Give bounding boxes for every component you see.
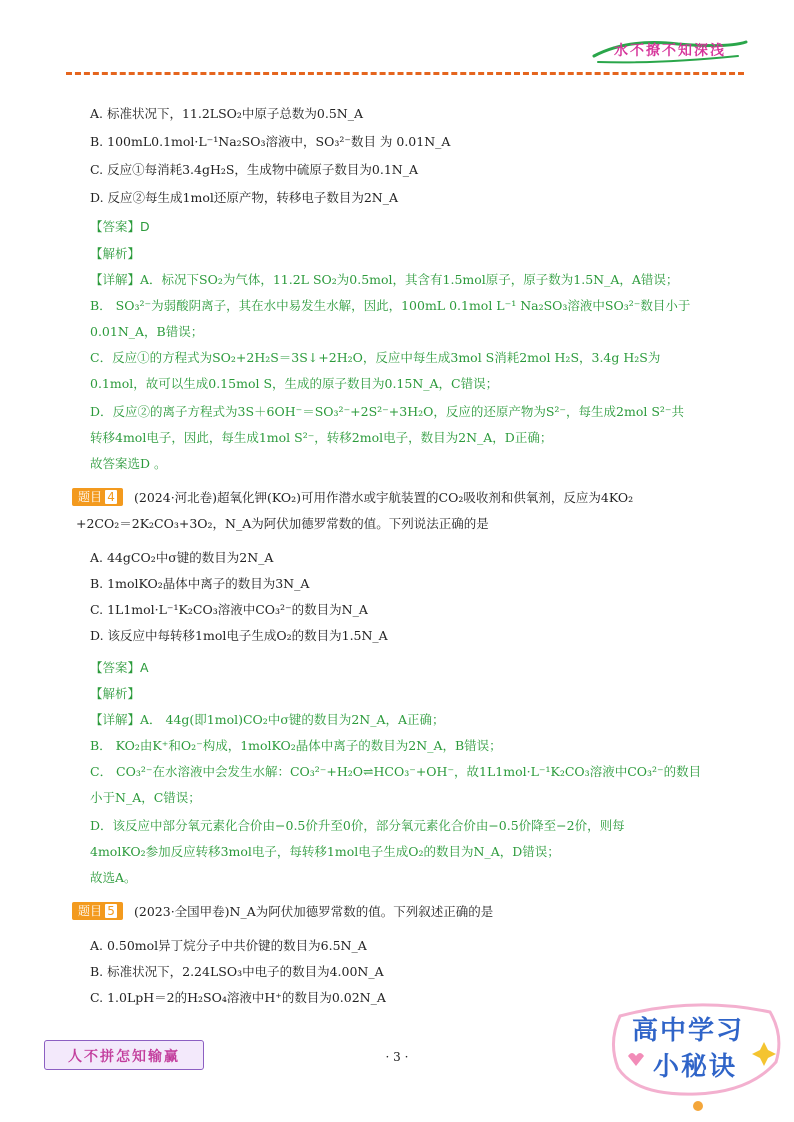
q4-answer: 【答案】A bbox=[90, 660, 149, 675]
footer-motto-box bbox=[44, 1040, 204, 1070]
question-tag bbox=[72, 488, 123, 506]
q3-answer: 【答案】D bbox=[90, 219, 150, 234]
q5-stem: (2023·全国甲卷)N_A为阿伏加德罗常数的值。下列叙述正确的是 bbox=[134, 904, 494, 919]
q4-detail-line: B． KO₂由K⁺和O₂⁻构成，1molKO₂晶体中离子的数目为2N_A，B错误； bbox=[90, 738, 502, 753]
q3-detail-line: D．反应②的离子方程式为3S＋6OH⁻＝SO₃²⁻+2S²⁻+3H₂O，反应的还原产物为S²⁻，每生成2mol S²⁻共 bbox=[90, 404, 685, 419]
q3-option-a: A. 标准状况下，11.2LSO₂中原子总数为0.5N_A bbox=[90, 106, 364, 121]
q3-detail-line: 【详解】A．标况下SO₂为气体，11.2L SO₂为0.5mol，其含有1.5mol原子，原子数为1.5N_A，A错误； bbox=[90, 272, 679, 287]
question-tag-label: 题目 bbox=[78, 490, 103, 504]
q3-option-d: D. 反应②每生成1mol还原产物，转移电子数目为2N_A bbox=[90, 190, 399, 205]
q3-detail-line: 0.1mol，故可以生成0.15mol S，生成的原子数目为0.15N_A，C错误； bbox=[90, 376, 499, 391]
question-tag-number: 5 bbox=[105, 904, 117, 918]
header-motto: 水不撩不知深浅 bbox=[614, 43, 726, 59]
q4-option-d: D. 该反应中每转移1mol电子生成O₂的数目为1.5N_A bbox=[90, 628, 388, 643]
page-number: · 3 · bbox=[385, 1050, 409, 1064]
footer-motto: 人不拼怎知输赢 bbox=[68, 1049, 180, 1065]
q4-option-c: C. 1L1mol·L⁻¹K₂CO₃溶液中CO₃²⁻的数目为N_A bbox=[90, 602, 368, 617]
q5-option-a: A. 0.50mol异丁烷分子中共价键的数目为6.5N_A bbox=[90, 938, 367, 953]
q4-detail-line: D．该反应中部分氧元素化合价由−0.5价升至0价，部分氧元素化合价由−0.5价降至−2价，则每 bbox=[90, 818, 625, 833]
q4-option-a: A. 44gCO₂中σ键的数目为2N_A bbox=[90, 550, 274, 565]
q3-detail-line: B． SO₃²⁻为弱酸阴离子，其在水中易发生水解，因此，100mL 0.1mol L⁻¹ Na₂SO₃溶液中SO₃²⁻数目小于 bbox=[90, 298, 691, 313]
question-tag bbox=[72, 902, 123, 920]
question-tag-number: 4 bbox=[105, 490, 117, 504]
q4-conclusion: 故选A。 bbox=[90, 870, 137, 885]
q4-stem: +2CO₂＝2K₂CO₃+3O₂，N_A为阿伏加德罗常数的值。下列说法正确的是 bbox=[76, 516, 489, 531]
q4-analysis-label: 【解析】 bbox=[90, 686, 141, 701]
q5-option-b: B. 标准状况下，2.24LSO₃中电子的数目为4.00N_A bbox=[90, 964, 384, 979]
q3-detail-line: 转移4mol电子，因此，每生成1mol S²⁻，转移2mol电子，数目为2N_A，D正确； bbox=[90, 430, 553, 445]
q4-detail-line: 【详解】A． 44g(即1mol)CO₂中σ键的数目为2N_A，A正确； bbox=[90, 712, 445, 727]
question-tag-label: 题目 bbox=[78, 904, 103, 918]
q4-stem: (2024·河北卷)超氧化钾(KO₂)可用作潜水或宇航装置的CO₂吸收剂和供氧剂，反应为4KO₂ bbox=[134, 490, 634, 505]
q4-option-b: B. 1molKO₂晶体中离子的数目为3N_A bbox=[90, 576, 310, 591]
q3-option-c: C. 反应①每消耗3.4gH₂S，生成物中硫原子数目为0.1N_A bbox=[90, 162, 419, 177]
q3-analysis-label: 【解析】 bbox=[90, 246, 141, 261]
q3-option-b: B. 100mL0.1mol·L⁻¹Na₂SO₃溶液中，SO₃²⁻数目 为 0.01N_A bbox=[90, 134, 451, 149]
logo-title: 高中学习 bbox=[631, 1016, 744, 1046]
q4-detail-line: C． CO₃²⁻在水溶液中会发生水解：CO₃²⁻+H₂O⇌HCO₃⁻+OH⁻，故1L1mol·L⁻¹K₂CO₃溶液中CO₃²⁻的数目 bbox=[90, 764, 702, 779]
q3-detail-line: C．反应①的方程式为SO₂+2H₂S＝3S↓+2H₂O，反应中每生成3mol S消耗2mol H₂S，3.4g H₂S为 bbox=[90, 350, 661, 365]
q3-detail-line: 0.01N_A，B错误； bbox=[90, 324, 204, 339]
q4-detail-line: 4molKO₂参加反应转移3mol电子，每转移1mol电子生成O₂的数目为N_A，D错误； bbox=[90, 844, 560, 859]
q5-option-c: C. 1.0LpH＝2的H₂SO₄溶液中H⁺的数目为0.02N_A bbox=[90, 990, 386, 1005]
q3-conclusion: 故答案选D 。 bbox=[90, 456, 167, 471]
logo-subtitle: 小秘诀 bbox=[652, 1052, 737, 1082]
header-divider bbox=[66, 72, 744, 75]
q4-detail-line: 小于N_A，C错误； bbox=[90, 790, 201, 805]
header-motto-banner bbox=[588, 34, 752, 68]
